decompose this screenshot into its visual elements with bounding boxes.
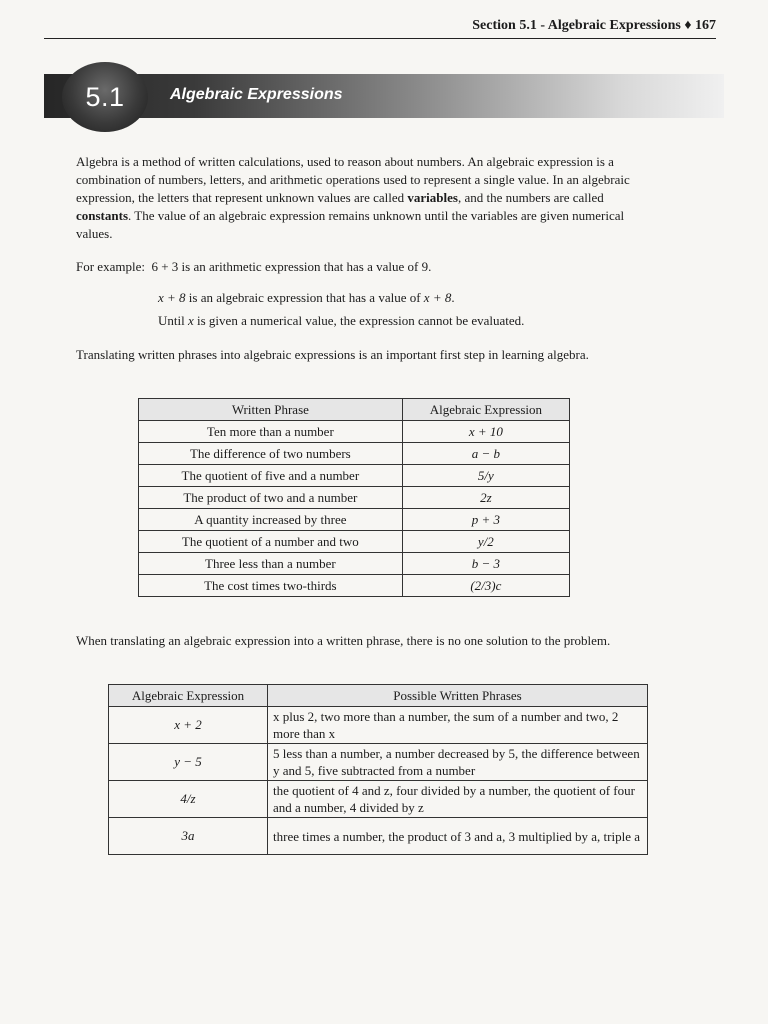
table-header-row bbox=[109, 685, 648, 707]
table-row bbox=[109, 818, 648, 855]
phrase-to-expression-table bbox=[138, 398, 570, 597]
table-row bbox=[139, 553, 570, 575]
constants-term: constants bbox=[76, 208, 129, 223]
table-header-row bbox=[139, 399, 570, 421]
section-number-badge bbox=[62, 62, 148, 132]
table-row bbox=[109, 781, 648, 818]
expression-cell: y − 5 bbox=[109, 744, 268, 781]
table-row bbox=[139, 575, 570, 597]
reverse-translation-note: When translating an algebraic expression into a written phrase, there is no one solution to the problem. bbox=[76, 633, 611, 648]
expression-cell: 3a bbox=[109, 818, 268, 855]
example-note: Until x is given a numerical value, the expression cannot be evaluated. bbox=[158, 313, 525, 328]
table-row bbox=[139, 421, 570, 443]
phrase-cell: A quantity increased by three bbox=[139, 509, 403, 531]
phrases-cell: the quotient of 4 and z, four divided by a number, the quotient of four and a number, 4 divided by z bbox=[268, 781, 648, 818]
table-row bbox=[139, 465, 570, 487]
expression-cell: (2/3)c bbox=[402, 575, 569, 597]
expression-cell: a − b bbox=[402, 443, 569, 465]
phrases-cell: three times a number, the product of 3 and a, 3 multiplied by a, triple a bbox=[268, 818, 648, 855]
expression-cell: x + 10 bbox=[402, 421, 569, 443]
expression-cell: 2z bbox=[402, 487, 569, 509]
expression-cell: 5/y bbox=[402, 465, 569, 487]
section-title: Algebraic Expressions bbox=[170, 86, 343, 103]
phrases-cell: x plus 2, two more than a number, the sum of a number and two, 2 more than x bbox=[268, 707, 648, 744]
section-number: 5.1 bbox=[85, 81, 125, 112]
example-algebraic: x + 8 is an algebraic expression that has a value of x + 8. bbox=[158, 290, 455, 305]
table-row bbox=[109, 707, 648, 744]
phrase-cell: Ten more than a number bbox=[139, 421, 403, 443]
expression-cell: y/2 bbox=[402, 531, 569, 553]
table-row bbox=[139, 487, 570, 509]
expression-to-phrase-table bbox=[108, 684, 648, 855]
table-row bbox=[139, 509, 570, 531]
column-header: Possible Written Phrases bbox=[268, 685, 648, 707]
expression-cell: p + 3 bbox=[402, 509, 569, 531]
phrase-cell: The product of two and a number bbox=[139, 487, 403, 509]
phrase-cell: The quotient of five and a number bbox=[139, 465, 403, 487]
table-row bbox=[139, 531, 570, 553]
phrase-cell: Three less than a number bbox=[139, 553, 403, 575]
example-arithmetic: For example: 6 + 3 is an arithmetic expression that has a value of 9. bbox=[76, 259, 432, 274]
table-row bbox=[139, 443, 570, 465]
table-row bbox=[109, 744, 648, 781]
variables-term: variables bbox=[407, 190, 458, 205]
expression-cell: 4/z bbox=[109, 781, 268, 818]
phrase-cell: The difference of two numbers bbox=[139, 443, 403, 465]
column-header: Algebraic Expression bbox=[402, 399, 569, 421]
intro-paragraph: Algebra is a method of written calculations, used to reason about numbers. An algebraic expression is a combination of numbers, letters, and arithmetic operations used to represent a single value. In an algebraic expression, the letters that represent unknown values are called variables, and the numbers are called constants. The value of an algebraic expression remains unknown until the variables are given numerical values. bbox=[76, 154, 630, 241]
expression-cell: x + 2 bbox=[109, 707, 268, 744]
phrase-cell: The quotient of a number and two bbox=[139, 531, 403, 553]
expression-cell: b − 3 bbox=[402, 553, 569, 575]
page-header: Section 5.1 - Algebraic Expressions ♦ 167 bbox=[44, 18, 716, 39]
phrase-cell: The cost times two-thirds bbox=[139, 575, 403, 597]
example-label: For example: bbox=[76, 259, 145, 274]
column-header: Algebraic Expression bbox=[109, 685, 268, 707]
phrases-cell: 5 less than a number, a number decreased by 5, the difference between y and 5, five subtracted from a number bbox=[268, 744, 648, 781]
translate-note: Translating written phrases into algebraic expressions is an important first step in learning algebra. bbox=[76, 347, 589, 362]
column-header: Written Phrase bbox=[139, 399, 403, 421]
